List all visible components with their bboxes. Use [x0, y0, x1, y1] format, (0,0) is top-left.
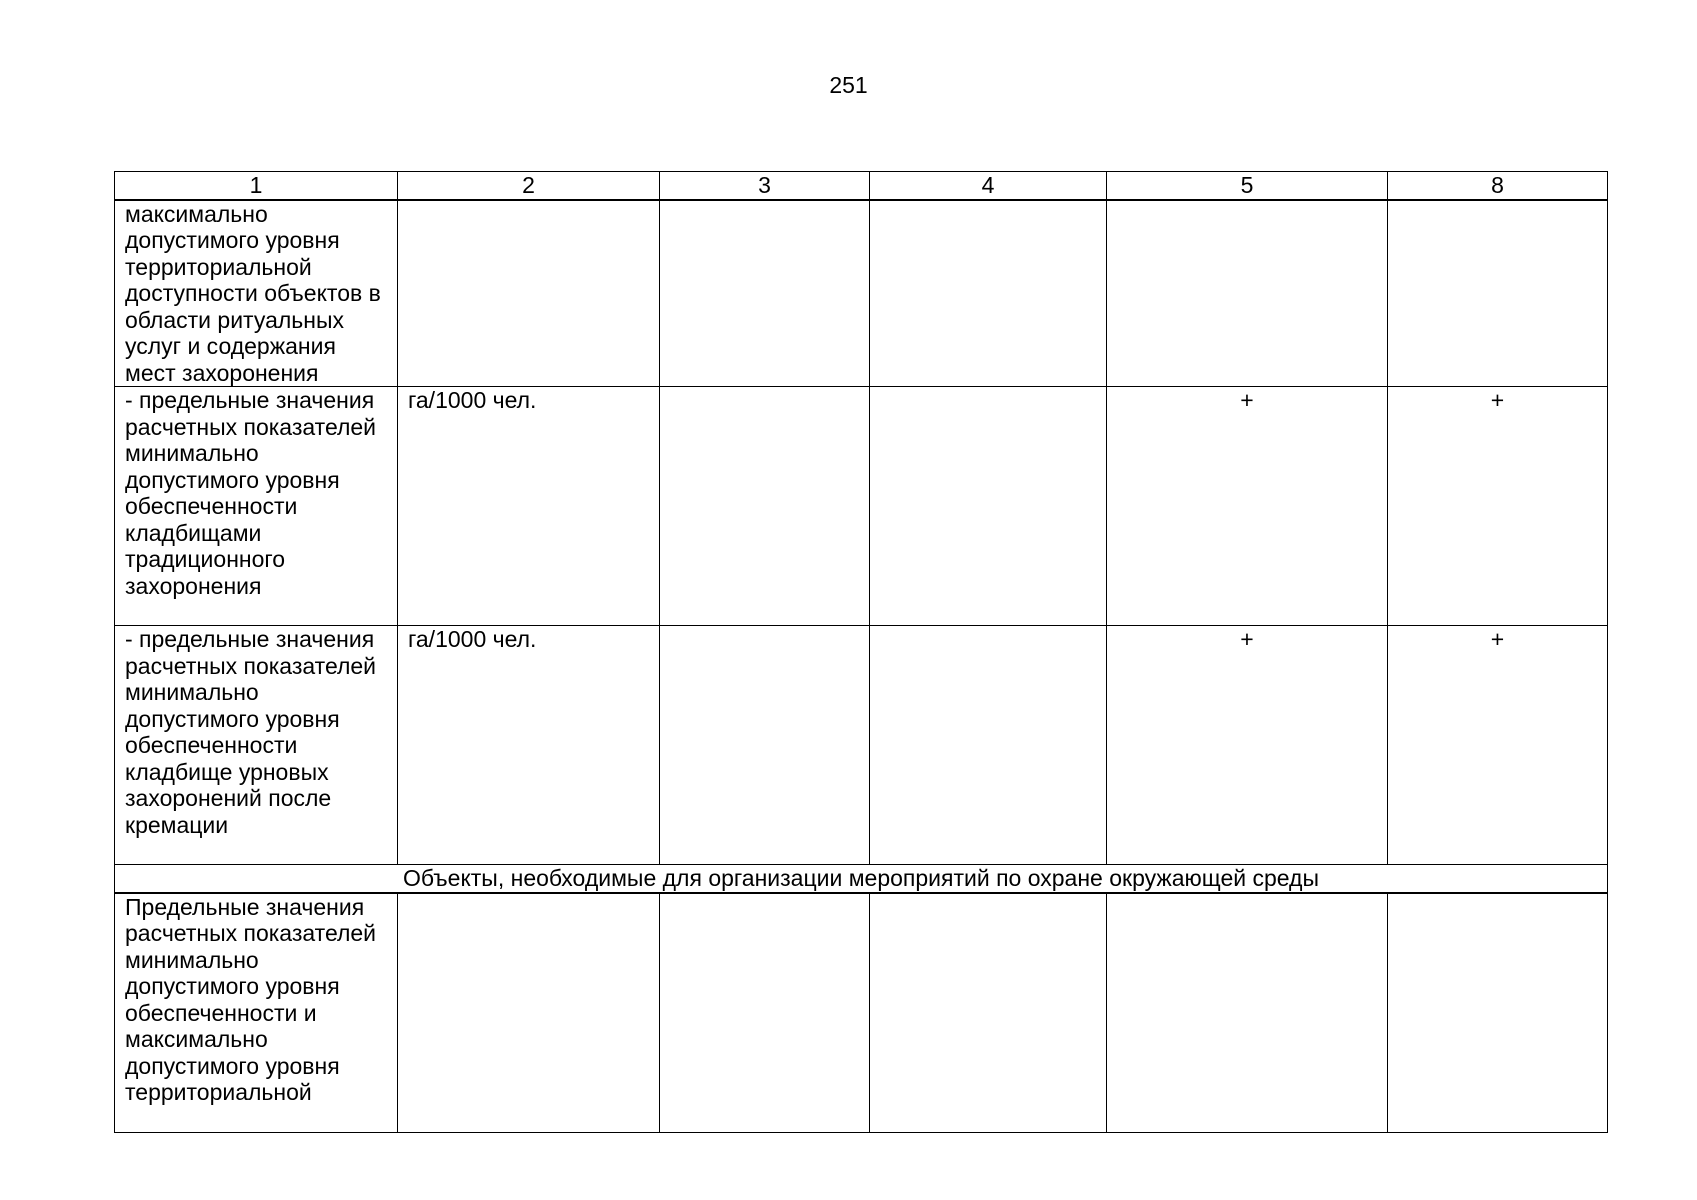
column-header-8: 8 [1388, 172, 1608, 200]
table-header-row [115, 172, 1608, 200]
table-row [115, 200, 1608, 387]
indicator-text: Предельные значения расчетных показателей минимально допустимого уровня обеспеченности и максимально допустимого уровня территориальной [125, 893, 377, 1105]
mark-cell [1388, 200, 1608, 387]
indicator-cell [115, 200, 398, 387]
table-cell [660, 200, 870, 387]
mark-cell [1107, 200, 1388, 387]
table-cell [870, 387, 1107, 626]
mark-cell: + [1388, 626, 1608, 865]
indicator-cell [115, 893, 398, 1133]
table-row [115, 626, 1608, 865]
page-number: 251 [829, 72, 868, 98]
unit-cell [398, 200, 660, 387]
table-cell [660, 893, 870, 1133]
mark-cell: + [1107, 387, 1388, 626]
mark-cell: + [1388, 387, 1608, 626]
unit-cell: га/1000 чел. [398, 387, 660, 626]
norms-table [114, 171, 1608, 1133]
mark-cell [1388, 893, 1608, 1133]
column-header-3: 3 [660, 172, 870, 200]
indicator-text: - предельные значения расчетных показателей минимально допустимого уровня обеспеченности кладбище урновых захоронений после кремации [125, 626, 377, 838]
mark-cell: + [1107, 626, 1388, 865]
table-row [115, 893, 1608, 1133]
column-header-1: 1 [115, 172, 398, 200]
section-row [115, 865, 1608, 893]
mark-cell [1107, 893, 1388, 1133]
unit-cell: га/1000 чел. [398, 626, 660, 865]
section-title: Объекты, необходимые для организации мероприятий по охране окружающей среды [115, 865, 1608, 893]
indicator-text: - предельные значения расчетных показателей минимально допустимого уровня обеспеченности кладбищами традиционного захоронения [125, 387, 377, 599]
unit-cell [398, 893, 660, 1133]
column-header-5: 5 [1107, 172, 1388, 200]
indicator-text: максимально допустимого уровня территориальной доступности объектов в области ритуальных услуг и содержания мест захоронения [125, 200, 381, 386]
table-cell [870, 200, 1107, 387]
column-header-4: 4 [870, 172, 1107, 200]
table-cell [870, 893, 1107, 1133]
indicator-cell [115, 626, 398, 865]
table-cell [870, 626, 1107, 865]
column-header-2: 2 [398, 172, 660, 200]
table-row [115, 387, 1608, 626]
table-cell [660, 387, 870, 626]
indicator-cell [115, 387, 398, 626]
table-cell [660, 626, 870, 865]
